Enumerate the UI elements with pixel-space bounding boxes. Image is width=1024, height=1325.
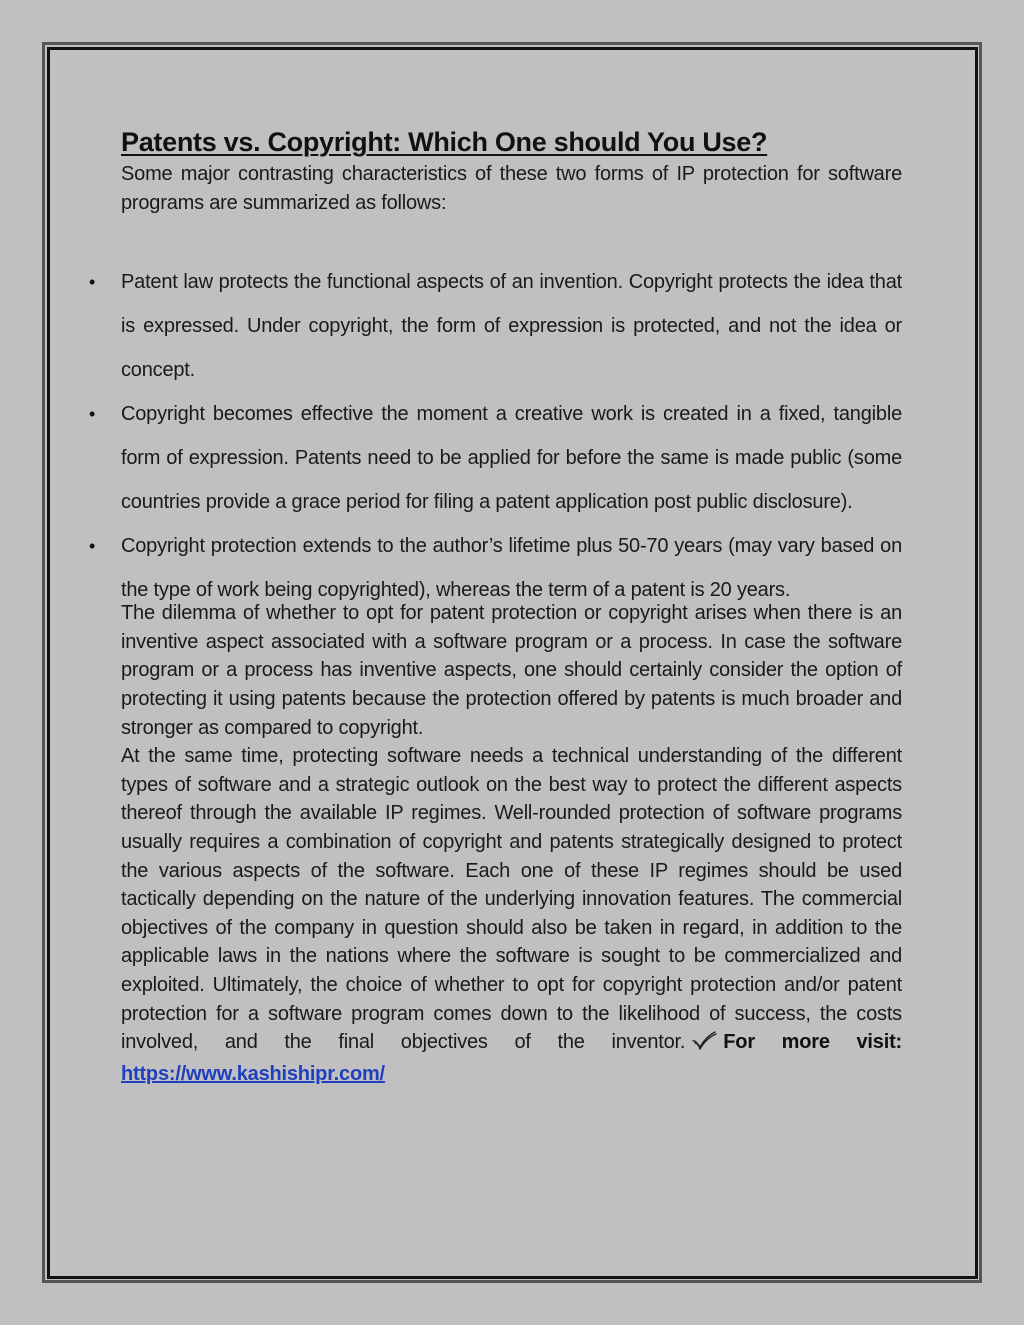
comparison-list: [89, 260, 902, 612]
document-title: Patents vs. Copyright: Which One should You Use?: [121, 127, 768, 157]
list-item-text: Copyright protection extends to the author’s lifetime plus 50-70 years (may vary based on the type of work being copyrighted), whereas the term of a patent is 20 years.: [121, 535, 902, 602]
more-visit-label: For more visit:: [723, 1031, 902, 1054]
list-item: [89, 260, 902, 392]
list-item: [89, 524, 902, 612]
strategy-paragraph: [121, 742, 902, 1088]
strategy-text: At the same time, protecting software needs a technical understanding of the different types of software and a strategic outlook on the best way to protect the different aspects thereof through the available IP regimes. Well-rounded protection of software programs usually requires a combination of copyright and patents strategically designed to protect the various aspects of the software. Each one of these IP regimes should be used tactically depending on the nature of the underlying innovation features. The commercial objectives of the company in question should also be taken in regard, in addition to the applicable laws in the nations where the software is sought to be commercialized and exploited. Ultimately, the choice of whether to opt for copyright protection and/or patent protection for a software program comes down to the likelihood of success, the costs involved, and the final objectives of the inventor.: [121, 745, 902, 1054]
intro-paragraph: Some major contrasting characteristics of these two forms of IP protection for software programs are summarized as follows:: [121, 163, 902, 214]
document-body: [89, 124, 902, 1088]
list-item-text: Patent law protects the functional aspects of an invention. Copyright protects the idea that is expressed. Under copyright, the form of expression is protected, and not the idea or concept.: [121, 271, 902, 382]
bullet-icon: •: [89, 536, 96, 557]
list-item: [89, 392, 902, 524]
bullet-icon: •: [89, 404, 96, 425]
website-link[interactable]: https://www.kashishipr.com/: [121, 1062, 385, 1085]
dilemma-paragraph: The dilemma of whether to opt for patent protection or copyright arises when there is an inventive aspect associated with a software program or a process. In case the software program or a process has inventive aspects, one should certainly consider the option of protecting it using patents because the protection offered by patents is much broader and stronger as compared to copyright.: [121, 602, 902, 739]
list-item-text: Copyright becomes effective the moment a creative work is created in a fixed, tangible form of expression. Patents need to be applied for before the same is made public (some countries provide a grace period for filing a patent application post public disclosure).: [121, 403, 902, 514]
bullet-icon: •: [89, 272, 96, 293]
check-mark-icon: [691, 1031, 717, 1060]
